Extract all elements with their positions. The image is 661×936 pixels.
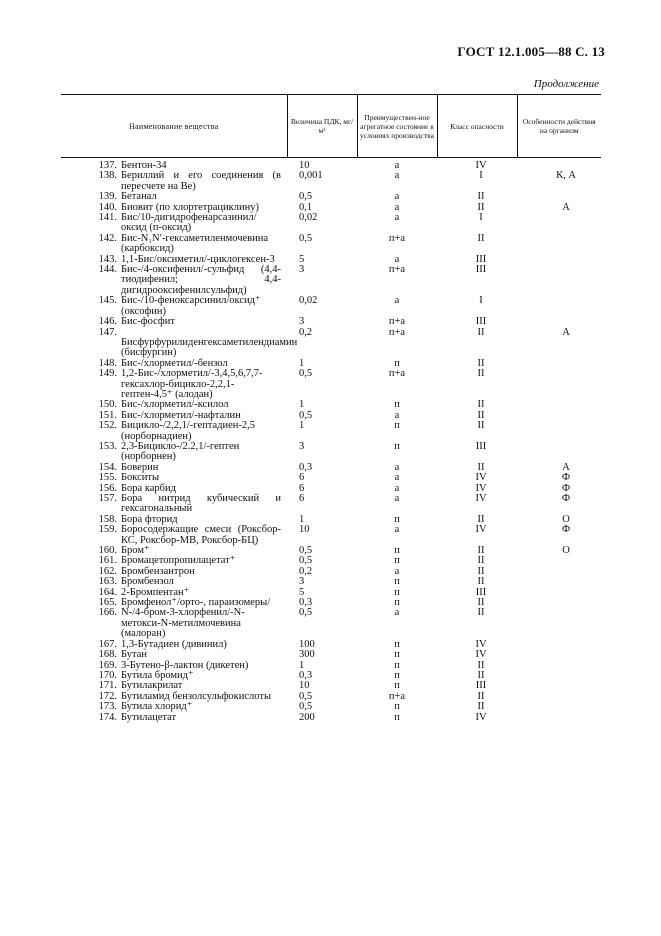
hazard-class: IV [475,649,487,661]
action-features [517,359,601,369]
hazard-class: IV [475,711,487,723]
row-number: 148. [98,357,117,369]
row-number: 172. [98,690,117,702]
aggregate-state: а [394,482,400,494]
substance-name: Бромбензантрон [121,565,195,577]
pdk-value: 0,1 [299,201,313,213]
hazard-class: III [475,316,487,328]
row-number: 137. [98,160,117,171]
action-features: А [562,461,570,473]
pdk-value: 1 [299,399,305,411]
pdk-value: 200 [299,711,315,723]
aggregate-state: а [394,253,400,265]
action-features [517,421,601,442]
substance-name: Бром⁺ [121,545,150,557]
pdk-value: 0,2 [299,565,313,577]
substance-name: Бис-/4-оксифенил/-сульфид (4,4-тиодифенил; 4,4-дигидрооксифенилсульфид) [121,264,281,296]
row-number: 168. [98,649,117,661]
action-features [517,671,601,681]
row-number: 143. [98,253,117,265]
substance-name: 1,3-Бутадиен (дивинил) [121,638,227,650]
aggregate-state: а [394,524,400,536]
hazard-class: II [477,201,485,213]
action-features: А [562,201,570,213]
row-number: 146. [98,316,117,328]
pdk-value: 0,5 [299,545,313,557]
aggregate-state: п+а [388,264,406,276]
row-number: 170. [98,669,117,681]
substance-name: Бора фторид [121,513,178,525]
substance-name: Бутила хлорид⁺ [121,701,193,713]
action-features [517,567,601,577]
aggregate-state: п [394,669,400,681]
aggregate-state: а [394,295,400,307]
table-row [61,713,601,723]
aggregate-state: п [394,638,400,650]
continuation-label: Продолжение [533,78,599,90]
aggregate-state: п [394,555,400,567]
action-features [517,369,601,400]
action-features [517,577,601,587]
aggregate-state: п+а [388,232,406,244]
substance-cell [61,265,287,296]
substance-name: Бетанал [121,191,157,203]
pdk-value: 6 [299,482,305,494]
pdk-value: 0,02 [299,295,318,307]
column-header-aggregate-state: Преимуществен-ное агрегатное состояние в условиях производства [357,95,437,158]
table-row [61,234,601,255]
action-features [517,192,601,202]
substance-name: 3-Бутено-β-лактон (дикетен) [121,659,249,671]
substances-table [61,94,601,723]
row-number: 173. [98,701,117,713]
pdk-value: 300 [299,649,315,661]
hazard-class: II [477,555,485,567]
pdk-value: 3 [299,316,305,328]
row-number: 145. [98,295,117,307]
aggregate-state: п+а [388,690,406,702]
substance-name: Бериллий и его соединения (в пересчете на Be) [121,170,281,192]
row-number: 165. [98,597,117,609]
substance-name: 1,1-Бис/оксиметил/-циклогексен-3 [121,253,275,265]
substance-name: Бромбензол [121,576,174,588]
action-features [517,556,601,566]
table-row [61,608,601,639]
row-number: 140. [98,201,117,213]
action-features [517,588,601,598]
row-number: 158. [98,513,117,525]
substance-name: Бутилакрилат [121,680,183,692]
hazard-class: III [475,680,487,692]
substance-name: Бис-/хлорметил/-бензол [121,357,228,369]
pdk-value: 0,02 [299,212,318,224]
substance-cell [61,525,287,546]
substance-name: 1,2-Бис-/хлорметил/-3,4,5,6,7,7-гексахлор-бицикло-2,2,1-гептен-4,5⁺ (алодан) [121,368,263,400]
pdk-value: 1 [299,420,305,432]
substance-cell [61,421,287,442]
hazard-class: I [479,170,483,182]
row-number: 141. [98,212,117,224]
substance-cell [61,442,287,463]
action-features: Ф [561,472,571,484]
action-features [517,608,601,639]
action-features [517,213,601,234]
action-features [517,640,601,650]
substance-name: 2,3-Бицикло-/2.2,1/-гептен (норборнен) [121,440,240,463]
hazard-class: IV [475,482,487,494]
hazard-class: IV [475,638,487,650]
substance-name: Боросодержащие смеси (Роксбор-КС, Роксбор-МВ, Роксбор-БЦ) [121,524,281,546]
row-number: 161. [98,555,117,567]
aggregate-state: п [394,701,400,713]
pdk-value: 1 [299,513,305,525]
hazard-class: II [477,420,485,432]
pdk-value: 5 [299,253,305,265]
pdk-value: 0,5 [299,368,313,380]
substance-name: Бутилацетат [121,711,177,723]
aggregate-state: а [394,461,400,473]
substance-name: Бис-фосфит [121,316,175,328]
pdk-value: 10 [299,680,310,692]
column-header-pdk: Величина ПДК, мг/м³ [287,95,357,158]
hazard-class: II [477,607,485,619]
pdk-value: 3 [299,264,305,276]
hazard-class: II [477,576,485,588]
pdk-value: 6 [299,472,305,484]
aggregate-state: п+а [388,316,406,328]
hazard-class: II [477,409,485,421]
row-number: 159. [98,524,117,536]
pdk-value: 1 [299,357,305,369]
pdk-value: 0,2 [299,326,313,338]
substance-name: Бицикло-/2,2,1/-гептадиен-2,5 (норборнадиен) [121,420,255,442]
hazard-class: IV [475,472,487,484]
pdk-value: 0,5 [299,232,313,244]
substance-cell [61,158,287,172]
pdk-value: 0,3 [299,461,313,473]
action-features: А [562,326,570,338]
table-row [61,421,601,442]
aggregate-state: п [394,586,400,598]
aggregate-state: п+а [388,326,406,338]
aggregate-state: а [394,212,400,224]
table-row [61,265,601,296]
pdk-value: 0,5 [299,701,313,713]
action-features [517,661,601,671]
substance-cell [61,171,287,192]
aggregate-state: п+а [388,368,406,380]
table-row [61,317,601,327]
substance-name: Бутан [121,649,148,661]
pdk-value: 6 [299,493,305,504]
row-number: 149. [98,368,117,380]
action-features [517,650,601,660]
action-features [517,265,601,296]
action-features [517,158,601,172]
substance-cell [61,608,287,639]
action-features [517,234,601,255]
aggregate-state: а [394,170,400,182]
substance-cell [61,234,287,255]
aggregate-state: а [394,607,400,619]
substance-name: Бора нитрид кубический и гексагональный [121,493,281,515]
substance-name: Бутиламид бензолсульфокислоты [121,690,272,702]
substance-name: Биовит (по хлортетрациклину) [121,201,259,213]
row-number: 154. [98,461,117,473]
row-number: 144. [98,264,117,276]
aggregate-state: п [394,597,400,609]
table-row [61,494,601,515]
column-header-hazard-class: Класс опасности [437,95,517,158]
action-features [517,255,601,265]
row-number: 171. [98,680,117,692]
aggregate-state: а [394,472,400,484]
pdk-value: 0,3 [299,597,313,609]
substance-name: Бокситы [121,472,160,484]
table-row [61,525,601,546]
hazard-class: II [477,368,485,380]
hazard-class: III [475,586,487,598]
pdk-value: 1 [299,659,305,671]
hazard-class: II [477,565,485,577]
pdk-value: 0,001 [299,170,323,182]
row-number: 150. [98,399,117,411]
aggregate-state: п [394,680,400,692]
action-features [517,296,601,317]
hazard-class: II [477,690,485,702]
pdk-value: 0,5 [299,191,313,203]
substance-name: Боверин [121,461,159,473]
substance-name: Бисфурфурилиденгексаметилендиамин (бисфургин) [121,336,298,359]
substance-cell [61,317,287,327]
action-features: К, А [556,170,576,182]
pdk-value: 0,5 [299,690,313,702]
page-header-title: ГОСТ 12.1.005—88 С. 13 [457,44,605,59]
action-features [517,702,601,712]
table-row [61,171,601,192]
action-features: Ф [561,524,571,536]
row-number: 157. [98,493,117,504]
substance-name: N-/4-бром-3-хлорфенил/-N-метокси-N-метилмочевина (малоран) [121,607,245,640]
substance-cell [61,296,287,317]
row-number: 164. [98,586,117,598]
hazard-class: I [479,212,483,224]
substance-name: Бис-/10-феноксарсинил/оксид⁺ (оксофин) [121,295,261,317]
substance-name: Бромацетопропилацетат⁺ [121,555,236,567]
action-features: О [562,513,570,525]
hazard-class: II [477,326,485,338]
pdk-value: 10 [299,524,310,536]
aggregate-state: а [394,409,400,421]
column-header-name: Наименование вещества [61,95,287,158]
substance-cell [61,213,287,234]
hazard-class: II [477,701,485,713]
row-number: 166. [98,607,117,619]
action-features: О [562,545,570,557]
substance-cell [61,567,287,577]
row-number: 153. [98,440,117,452]
aggregate-state: п [394,649,400,661]
hazard-class: I [479,295,483,307]
action-features: Ф [561,482,571,494]
action-features [517,400,601,410]
row-number: 151. [98,409,117,421]
substance-name: Бис/10-дигидрофенарсазинил/оксид (п-оксид) [121,212,257,234]
hazard-class: II [477,513,485,525]
action-features [517,317,601,327]
action-features [517,598,601,608]
substance-name: Бис-N₁N′-гексаметиленмочевина (карбоксид) [121,232,268,255]
hazard-class: III [475,440,487,452]
table-row [61,369,601,400]
row-number: 169. [98,659,117,671]
hazard-class: II [477,191,485,203]
pdk-value: 0,5 [299,607,313,619]
hazard-class: IV [475,524,487,536]
substance-cell [61,326,298,359]
hazard-class: III [475,253,487,265]
row-number: 155. [98,472,117,484]
action-features [517,681,601,691]
aggregate-state: а [394,493,400,504]
substance-name: Бутила бромид⁺ [121,669,194,681]
substance-cell [61,640,287,650]
row-number: 156. [98,482,117,494]
substance-name: 2-Бромпентан⁺ [121,586,190,598]
row-number: 160. [98,545,117,557]
row-number: 163. [98,576,117,588]
hazard-class: II [477,659,485,671]
action-features [517,713,601,723]
action-features [517,442,601,463]
table-row [61,442,601,463]
table-row [61,213,601,234]
aggregate-state: п [394,420,400,432]
row-number: 174. [98,711,117,723]
aggregate-state: п [394,440,400,452]
row-number: 162. [98,565,117,577]
action-features [517,411,601,421]
aggregate-state: п [394,576,400,588]
hazard-class: II [477,399,485,411]
substance-name: Бис-/хлорметил/-ксилол [121,399,229,411]
row-number: 147. [98,326,117,338]
pdk-value: 3 [299,440,305,452]
substance-name: Бис-/хлорметил/-нафталин [121,409,241,421]
substance-name: Бора карбид [121,482,176,494]
aggregate-state: а [394,565,400,577]
pdk-value: 10 [299,160,310,171]
aggregate-state: п [394,545,400,557]
aggregate-state: п [394,711,400,723]
pdk-value: 0,5 [299,409,313,421]
hazard-class: II [477,232,485,244]
substance-name: Бентон-34 [121,160,167,171]
table-row [61,158,601,172]
action-features [517,692,601,702]
hazard-class: II [477,461,485,473]
row-number: 138. [98,170,117,182]
substance-name: Бромфенол⁺/орто-, параизомеры/ [121,597,271,609]
pdk-value: 0,3 [299,669,313,681]
aggregate-state: а [394,160,400,171]
pdk-value: 3 [299,576,305,588]
aggregate-state: а [394,201,400,213]
pdk-value: 5 [299,586,305,598]
row-number: 142. [98,232,117,244]
aggregate-state: п [394,357,400,369]
row-number: 167. [98,638,117,650]
table-body [61,158,601,723]
hazard-class: II [477,597,485,609]
hazard-class: II [477,357,485,369]
aggregate-state: а [394,191,400,203]
substance-cell [61,494,287,515]
column-header-features: Особенности действия на организм [517,95,601,158]
action-features: Ф [561,493,571,504]
table-row [61,328,601,359]
hazard-class: II [477,669,485,681]
hazard-class: IV [475,160,487,171]
pdk-value: 0,5 [299,555,313,567]
row-number: 139. [98,191,117,203]
table-header-row [61,95,601,158]
aggregate-state: п [394,659,400,671]
table-row [61,296,601,317]
substance-cell [61,713,287,723]
hazard-class: IV [475,493,487,504]
aggregate-state: п [394,513,400,525]
hazard-class: II [477,545,485,557]
aggregate-state: п [394,399,400,411]
substance-cell [61,463,287,473]
row-number: 152. [98,420,117,432]
substance-cell [61,369,287,400]
pdk-value: 100 [299,638,315,650]
hazard-class: III [475,264,487,276]
